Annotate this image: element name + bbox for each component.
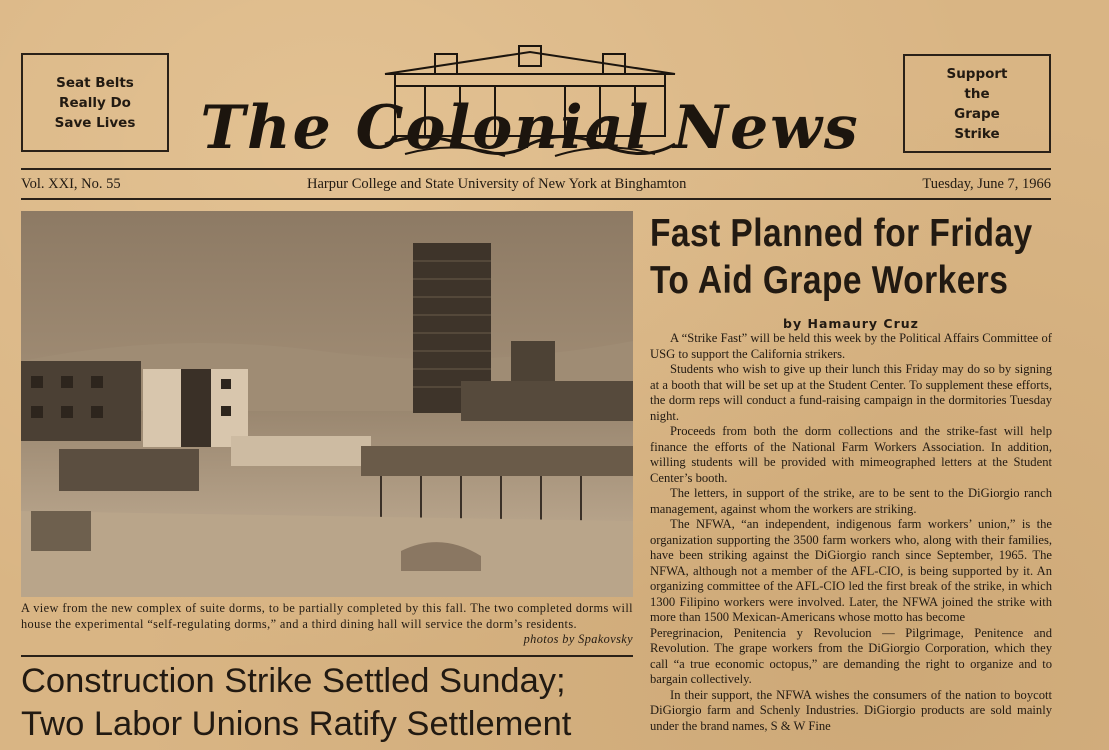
body-paragraph: Peregrinacion, Penitencia y Revolucion — Pilgrimage, Penitence and Revolution. The grape workers from the DiGiorgio Corporation, which they call “a true economic octopus,” are demanding the right to organize and to bargain collectively. (650, 625, 1052, 686)
body-paragraph: Students who wish to give up their lunch this Friday may do so by signing at a booth that will be set up at the Student Center. To supplement these efforts, the dorm reps will conduct a fund-raising campaign in the dormitories Tuesday night. (650, 362, 1052, 423)
ear-right-line: Grape (954, 105, 1000, 122)
ear-right-line: Support (946, 65, 1008, 82)
body-paragraph: Proceeds from both the dorm collections and the strike-fast will help finance the efforts of the National Farm Workers Association. In addition, willing students will be provided with mimeographed letters at the Student Center’s booth. (650, 424, 1052, 485)
ear-box-right (903, 54, 1051, 153)
body-paragraph: The letters, in support of the strike, are to be sent to the DiGiorgio ranch management, against whom the workers are striking. (650, 486, 1052, 516)
main-story-body (650, 331, 1052, 734)
college-name: Harpur College and State University of New York at Binghamton (307, 176, 687, 192)
dateline (21, 173, 1051, 195)
construction-photo-image (21, 211, 633, 597)
construction-photo (21, 211, 633, 597)
dateline-top-rule (21, 168, 1051, 170)
byline: by Hamaury Cruz (783, 316, 919, 331)
body-paragraph: In their support, the NFWA wishes the consumers of the nation to boycott DiGiorgio farm and Schenly Industries. DiGiorgio products are sold mainly under the brand names, S & W Fine (650, 687, 1052, 733)
ear-right-line: the (964, 85, 990, 102)
dateline-bottom-rule (21, 198, 1051, 200)
volume-number: Vol. XXI, No. 55 (21, 176, 121, 192)
newspaper-title: The Colonial News (200, 93, 860, 163)
body-paragraph: The NFWA, “an independent, indigenous farm workers’ union,” is the organization supporting the 3500 farm workers who, along with their families, have been striking against the DiGiorgio ranch since September, 1965. The NFWA, although not a member of the AFL-CIO, is being supported by it. An organizing committee of the AFL-CIO led the first break of the strike, in which 1300 Filipino workers were involved. Later, the NFWA joined the strike with more than 1500 Mexican-Americans whose motto has become (650, 517, 1052, 624)
main-headline-line: To Aid Grape Workers (650, 259, 1009, 302)
photo-credit: photos by Spakovsky (523, 632, 633, 646)
ear-left-line: Really Do (59, 94, 131, 111)
main-headline-line: Fast Planned for Friday (650, 212, 1033, 255)
main-story-headline (650, 210, 1033, 304)
second-headline-line: Construction Strike Settled Sunday; (21, 662, 566, 700)
second-story-headline (21, 660, 633, 746)
caption-text: A view from the new complex of suite dorms, to be partially completed by this fall. The two completed dorms will house the experimental “self-regulating dorms,” and a third dining hall will service the dorm’s residents. (21, 601, 633, 631)
ear-left-line: Save Lives (54, 114, 136, 131)
issue-date: Tuesday, June 7, 1966 (922, 176, 1051, 192)
ear-box-left (21, 53, 169, 152)
photo-caption (21, 601, 633, 648)
body-paragraph: A “Strike Fast” will be held this week by the Political Affairs Committee of USG to support the California strikers. (650, 331, 1052, 361)
masthead (180, 40, 880, 168)
ear-right-line: Strike (954, 125, 1000, 142)
ear-left-line: Seat Belts (56, 74, 134, 91)
second-headline-line: Two Labor Unions Ratify Settlement (21, 705, 572, 743)
section-rule (21, 655, 633, 657)
